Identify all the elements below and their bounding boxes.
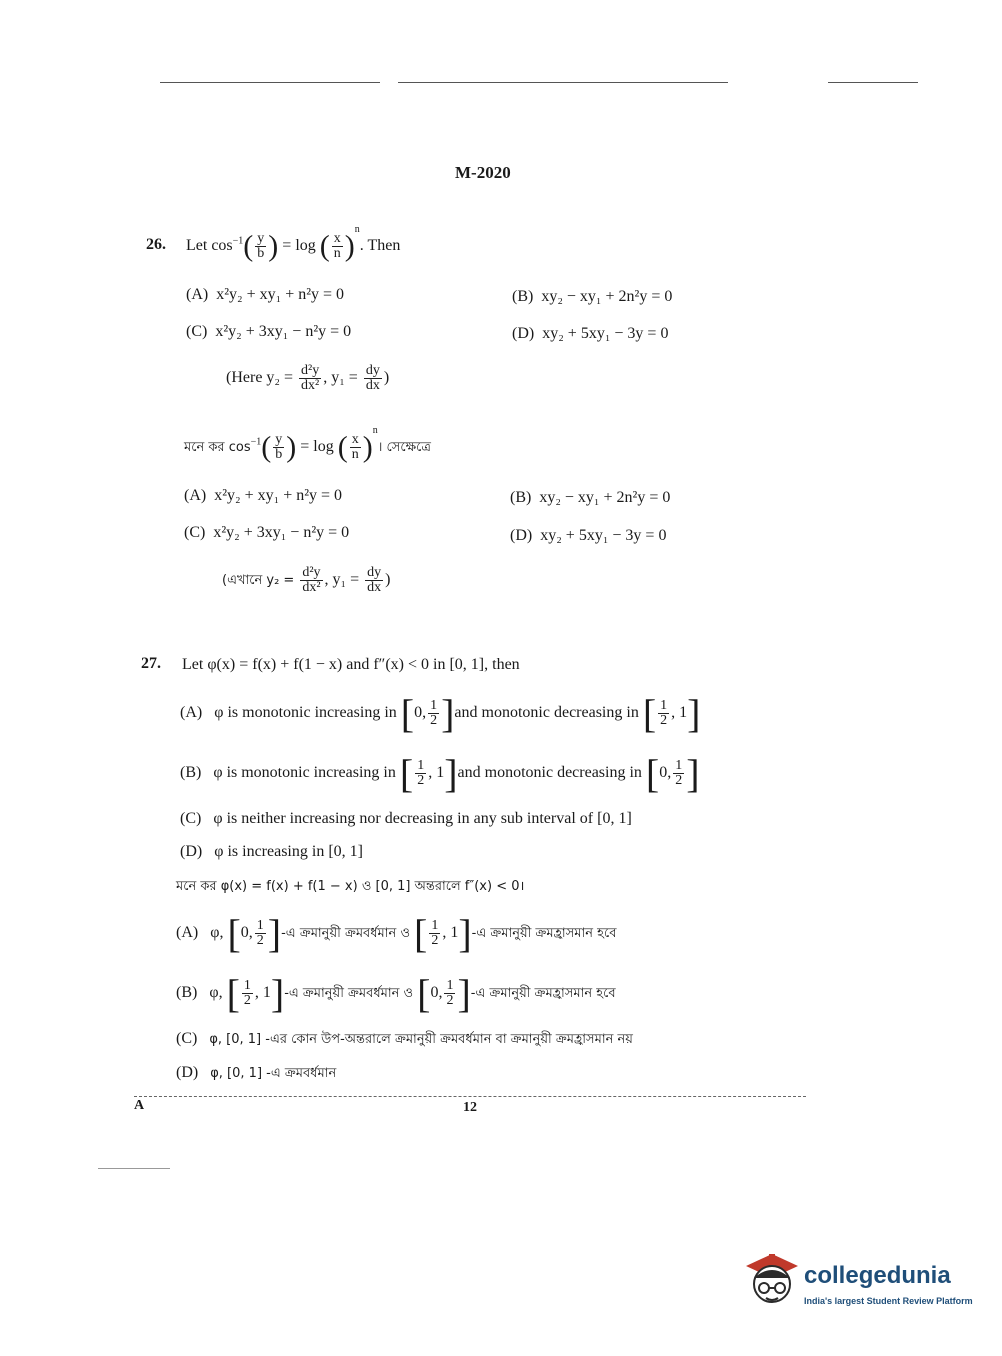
q27-bengali-option-d: (D) φ, [0, 1] -এ ক্রমবর্ধমান — [176, 1064, 337, 1081]
set-label: A — [134, 1098, 145, 1113]
q26-bengali-option-a: (A) x²y₂ + xy₁ + n²y = 0 — [184, 487, 343, 504]
q27-option-d: (D) φ is increasing in [0, 1] — [180, 843, 363, 860]
q26-bengali-option-b: (B) xy₂ − xy₁ + 2n²y = 0 — [510, 489, 671, 506]
q27-bengali-option-a: (A) φ, [0, $\frac{1}{2}$ ]-এ ক্রমানুয়ী ক্রমবর্ধমান ও [ $\frac{1}{2}$ , 1]-এ ক্রমানুয়ী ক্রমহ্রাসমান হবে — [176, 911, 617, 956]
q27-option-c: (C) φ is neither increasing nor decreasing in any sub interval of [0, 1] — [180, 810, 632, 827]
top-rule-middle — [398, 82, 728, 83]
mascot-icon — [742, 1248, 802, 1312]
top-rule-right — [828, 82, 918, 83]
q26-option-a: (A) x²y₂ + xy₁ + n²y = 0 — [186, 286, 345, 303]
question-26-number: 26. — [146, 236, 166, 253]
top-rule-left — [160, 82, 380, 83]
question-27-number: 27. — [141, 655, 161, 672]
q27-option-a: (A) φ is monotonic increasing in [0, $\frac{1}{2}$ ]and monotonic decreasing in [ $\frac{1}{2}$ , 1] — [180, 691, 701, 736]
q26-bengali-stem: মনে কর $\cos^{-1}$( $\frac{y}{b}$ ) = log ( $\frac{x}{n}$ )$^n$। সেক্ষেত্রে — [184, 425, 431, 464]
q26-option-c: (C) x²y₂ + 3xy₁ − n²y = 0 — [186, 323, 352, 340]
q26-bengali-note: (এখানে y₂ = $\frac{\text{d²y}}{\text{dx²}}$ , y₁ = $\frac{dy}{dx}$ ) — [222, 565, 391, 595]
footer-rule — [134, 1096, 806, 1097]
collegedunia-logo — [742, 1248, 972, 1318]
q26-option-d: (D) xy₂ + 5xy₁ − 3y = 0 — [512, 325, 669, 342]
question-26-stem: Let $\cos^{-1}$( $\frac{y}{b}$ ) = log ( $\frac{x}{n}$ )$^n$. Then — [186, 224, 401, 263]
page-number: 12 — [463, 1100, 477, 1115]
q27-option-b: (B) φ is monotonic increasing in [ $\frac{1}{2}$ , 1]and monotonic decreasing in [0, $\frac{1}{2}$ ] — [180, 751, 700, 796]
q26-bengali-option-d: (D) xy₂ + 5xy₁ − 3y = 0 — [510, 527, 667, 544]
bottom-left-rule — [98, 1168, 170, 1169]
paper-code: M-2020 — [455, 163, 511, 182]
q26-bengali-option-c: (C) x²y₂ + 3xy₁ − n²y = 0 — [184, 524, 350, 541]
logo-name: collegedunia — [804, 1262, 951, 1289]
q27-bengali-option-c: (C) φ, [0, 1] -এর কোন উপ-অন্তরালে ক্রমানুয়ী ক্রমবর্ধমান বা ক্রমানুয়ী ক্রমহ্রাসমান নয় — [176, 1030, 633, 1047]
q27-bengali-stem: মনে কর φ(x) = f(x) + f(1 − x) ও [0, 1] অন্তরালে f″(x) < 0। — [176, 879, 525, 894]
question-27-stem: Let φ(x) = f(x) + f(1 − x) and f″(x) < 0 in [0, 1], then — [182, 656, 520, 673]
q26-note: (Here y₂ = $\frac{\text{d²y}}{\text{dx²}}$ , y₁ = $\frac{dy}{dx}$ ) — [226, 363, 390, 393]
logo-tagline: India's largest Student Review Platform — [804, 1296, 973, 1306]
q26-option-b: (B) xy₂ − xy₁ + 2n²y = 0 — [512, 288, 673, 305]
q27-bengali-option-b: (B) φ, [ $\frac{1}{2}$ , 1]-এ ক্রমানুয়ী ক্রমবর্ধমান ও [0, $\frac{1}{2}$ ]-এ ক্রমানুয়ী ক্রমহ্রাসমান হবে — [176, 971, 616, 1016]
